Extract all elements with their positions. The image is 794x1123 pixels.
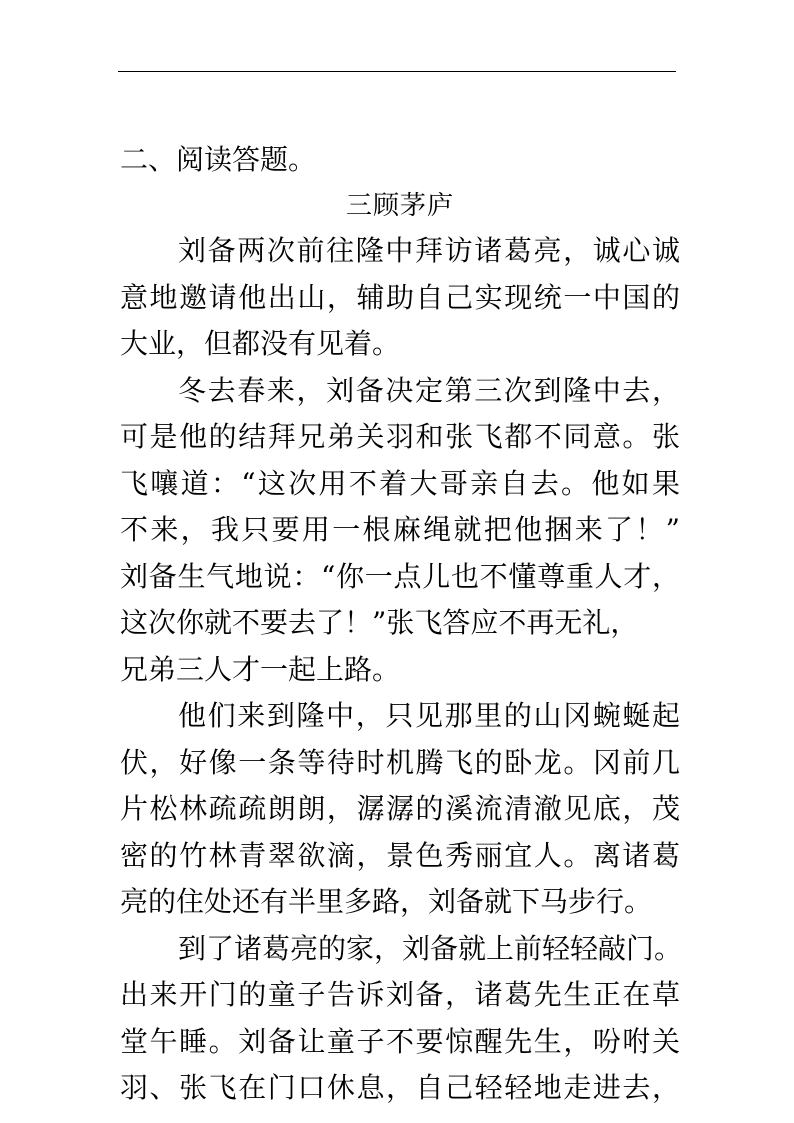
paragraph-line: 堂午睡。刘备让童子不要惊醒先生，吩咐关 [120, 1024, 680, 1058]
paragraph [120, 926, 683, 1112]
paragraph-line: 他们来到隆中，只见那里的山冈蜿蜒起 [178, 699, 680, 732]
paragraph-line: 亮的住处还有半里多路，刘备就下马步行。 [120, 885, 653, 918]
paragraph [120, 693, 680, 926]
paragraph-line: 出来开门的童子告诉刘备，诸葛先生正在草 [120, 978, 680, 1011]
paragraph-line: 飞嚷道：“这次用不着大哥亲自去。他如果 [120, 466, 680, 500]
paragraph-line: 兄弟三人才一起上路。 [120, 652, 401, 686]
header-rule [118, 71, 676, 72]
paragraph [120, 228, 680, 368]
paragraph-line: 刘备两次前往隆中拜访诸葛亮，诚心诚 [178, 234, 680, 267]
paragraph-line: 密的竹林青翠欲滴，景色秀丽宜人。离诸葛 [120, 838, 680, 872]
paragraph-line: 到了诸葛亮的家，刘备就上前轻轻敲门。 [178, 931, 683, 965]
paragraph-line: 羽、张飞在门口休息，自己轻轻地走进去， [120, 1071, 680, 1104]
paragraph-line: 伏，好像一条等待时机腾飞的卧龙。冈前几 [120, 745, 680, 779]
paragraph-line: 意地邀请他出山，辅助自己实现统一中国的 [120, 280, 680, 314]
document-page [120, 136, 683, 1112]
section-heading: 二、阅读答题。 [120, 143, 317, 176]
paragraph-line: 这次你就不要去了！”张飞答应不再无礼， [120, 606, 639, 639]
paragraph-line: 冬去春来，刘备决定第三次到隆中去， [178, 373, 680, 407]
story-title: 三顾茅庐 [345, 191, 454, 221]
paragraph-line: 刘备生气地说：“你一点儿也不懂尊重人才， [120, 559, 680, 593]
paragraph-line: 片松林疏疏朗朗，潺潺的溪流清澈见底，茂 [120, 792, 680, 825]
paragraph-line: 可是他的结拜兄弟关羽和张飞都不同意。张 [120, 420, 680, 453]
paragraph-line: 不来，我只要用一根麻绳就把他捆来了！” [120, 513, 680, 546]
paragraph [120, 368, 680, 694]
paragraph-line: 大业，但都没有见着。 [120, 327, 401, 360]
